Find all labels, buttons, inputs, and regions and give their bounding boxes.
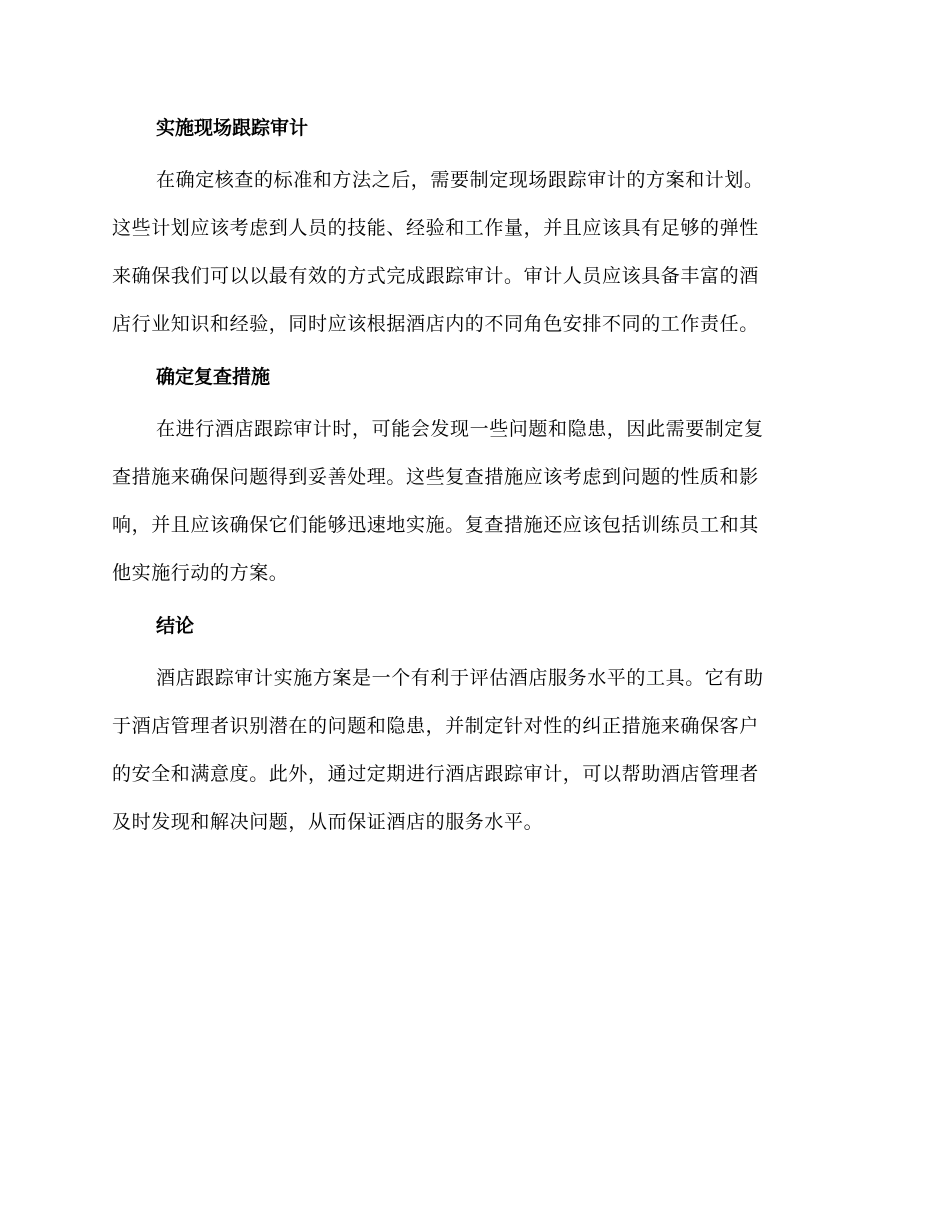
paragraph-line: 响，并且应该确保它们能够迅速地实施。复查措施还应该包括训练员工和其 [112,514,759,536]
paragraph-line: 在确定核查的标准和方法之后，需要制定现场跟踪审计的方案和计划。 [156,169,764,191]
paragraph-line: 的安全和满意度。此外，通过定期进行酒店跟踪审计，可以帮助酒店管理者 [112,763,759,785]
section-heading-review-measures: 确定复查措施 [156,366,271,388]
section-heading-onsite-audit: 实施现场跟踪审计 [156,117,309,139]
paragraph-review-measures [112,405,832,597]
paragraph-conclusion [112,654,832,846]
paragraph-line: 在进行酒店跟踪审计时，可能会发现一些问题和隐患，因此需要制定复 [156,418,764,440]
paragraph-line: 及时发现和解决问题，从而保证酒店的服务水平。 [112,811,544,833]
paragraph-line: 查措施来确保问题得到妥善处理。这些复查措施应该考虑到问题的性质和影 [112,466,759,488]
section-heading-conclusion: 结论 [156,615,195,637]
paragraph-line: 于酒店管理者识别潜在的问题和隐患，并制定针对性的纠正措施来确保客户 [112,715,759,737]
paragraph-onsite-audit [112,156,832,348]
paragraph-line: 他实施行动的方案。 [112,562,289,584]
paragraph-line: 来确保我们可以以最有效的方式完成跟踪审计。审计人员应该具备丰富的酒 [112,265,759,287]
paragraph-line: 酒店跟踪审计实施方案是一个有利于评估酒店服务水平的工具。它有助 [156,667,764,689]
document-body [112,113,832,860]
paragraph-line: 店行业知识和经验，同时应该根据酒店内的不同角色安排不同的工作责任。 [112,313,759,335]
paragraph-line: 这些计划应该考虑到人员的技能、经验和工作量，并且应该具有足够的弹性 [112,217,759,239]
